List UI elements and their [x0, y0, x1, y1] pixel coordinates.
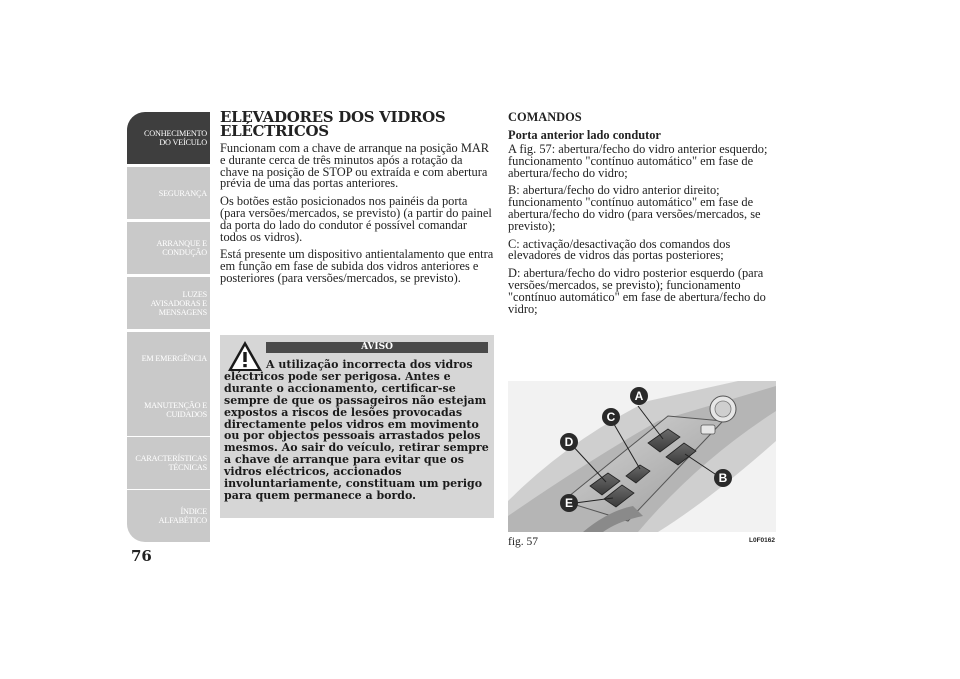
tab-conhecimento-do-veiculo[interactable]	[127, 112, 210, 164]
tab-label: ARRANQUE E CONDUÇÃO	[156, 239, 207, 257]
tab-label: LUZES AVISADORAS E MENSAGENS	[150, 289, 207, 317]
paragraph: Funcionam com a chave de arranque na posição MAR e durante cerca de três minutos após a rotação da chave na posição de STOP ou extraída e com abertura prévia de uma das portas anteriores.	[220, 141, 490, 191]
tab-caracteristicas-tecnicas[interactable]	[127, 437, 210, 489]
callout-e: E	[560, 494, 578, 512]
figure-code: L0F0162	[749, 537, 776, 544]
tab-label: CONHECIMENTO DO VEÍCULO	[144, 129, 207, 147]
right-column	[508, 110, 784, 321]
warning-text: A utilização incorrecta dos vidros eléctricos pode ser perigosa. Antes e durante o accionamento, certificar-se sempre de que os passageiros não estejam expostos a riscos de lesões provocadas directamente pelos vidros em movimento ou por objectos pessoais arrastados pelos mesmos. Ao sair do veículo, retirar sempre a chave de arranque para evitar que os vidros eléctricos, accionados involuntariamente, constituam um perigo para quem permanece a bordo.	[224, 358, 489, 502]
tab-label: EM EMERGÊNCIA	[141, 353, 207, 363]
tab-label: SEGURANÇA	[158, 188, 207, 198]
tab-seguranca[interactable]	[127, 167, 210, 219]
window-switch-illustration	[508, 381, 776, 532]
paragraph: B: abertura/fecho do vidro anterior direito; funcionamento "contínuo automático" em fase de abertura/fecho do vidro (para versões/mercados, se previsto);	[508, 183, 761, 233]
paragraph: Os botões estão posicionados nos painéis da porta (para versões/mercados, se previsto) (a partir do painel da porta do lado do condutor é possível comandar todos os vidros).	[220, 194, 492, 244]
figure-caption: fig. 57	[508, 536, 539, 548]
paragraph: D: abertura/fecho do vidro posterior esquerdo (para versões/mercados, se previsto); funcionamento "contínuo automático" em fase de abertura/fecho do vidro;	[508, 266, 766, 316]
callout-a: A	[630, 387, 648, 405]
tab-label: ÍNDICE ALFABÉTICO	[158, 507, 207, 525]
paragraph: Está presente um dispositivo antientalamento que entra em função em fase de subida dos vidros anteriores e posteriores (para versões/mercados, se previsto).	[220, 247, 494, 285]
tab-luzes-avisadoras[interactable]	[127, 277, 210, 329]
callout-d: D	[560, 433, 578, 451]
page-number: 76	[131, 547, 152, 565]
warning-title: AVISO	[266, 342, 488, 353]
warning-box	[220, 335, 494, 518]
chapter-sidebar	[127, 112, 210, 544]
tab-indice-alfabetico[interactable]	[127, 490, 210, 542]
callout-b: B	[714, 469, 732, 487]
section-title: ELEVADORES DOS VIDROS ELÉCTRICOS	[220, 108, 446, 140]
tab-label: CARACTERÍSTICAS TÉCNICAS	[135, 454, 207, 472]
callout-c: C	[602, 408, 620, 426]
tab-em-emergencia[interactable]	[127, 332, 210, 384]
tab-arranque-e-conducao[interactable]	[127, 222, 210, 274]
section-heading: COMANDOS	[508, 110, 582, 124]
paragraph: C: activação/desactivação dos comandos dos elevadores de vidros das portas posteriores;	[508, 236, 731, 263]
tab-label: MANUTENÇÃO E CUIDADOS	[144, 401, 207, 419]
left-column	[220, 110, 494, 291]
section-subheading: Porta anterior lado condutor	[508, 128, 661, 142]
paragraph: A fig. 57: abertura/fecho do vidro anterior esquerdo; funcionamento "contínuo automático" em fase de abertura/fecho do vidro;	[508, 142, 768, 180]
tab-manutencao-e-cuidados[interactable]	[127, 384, 210, 436]
